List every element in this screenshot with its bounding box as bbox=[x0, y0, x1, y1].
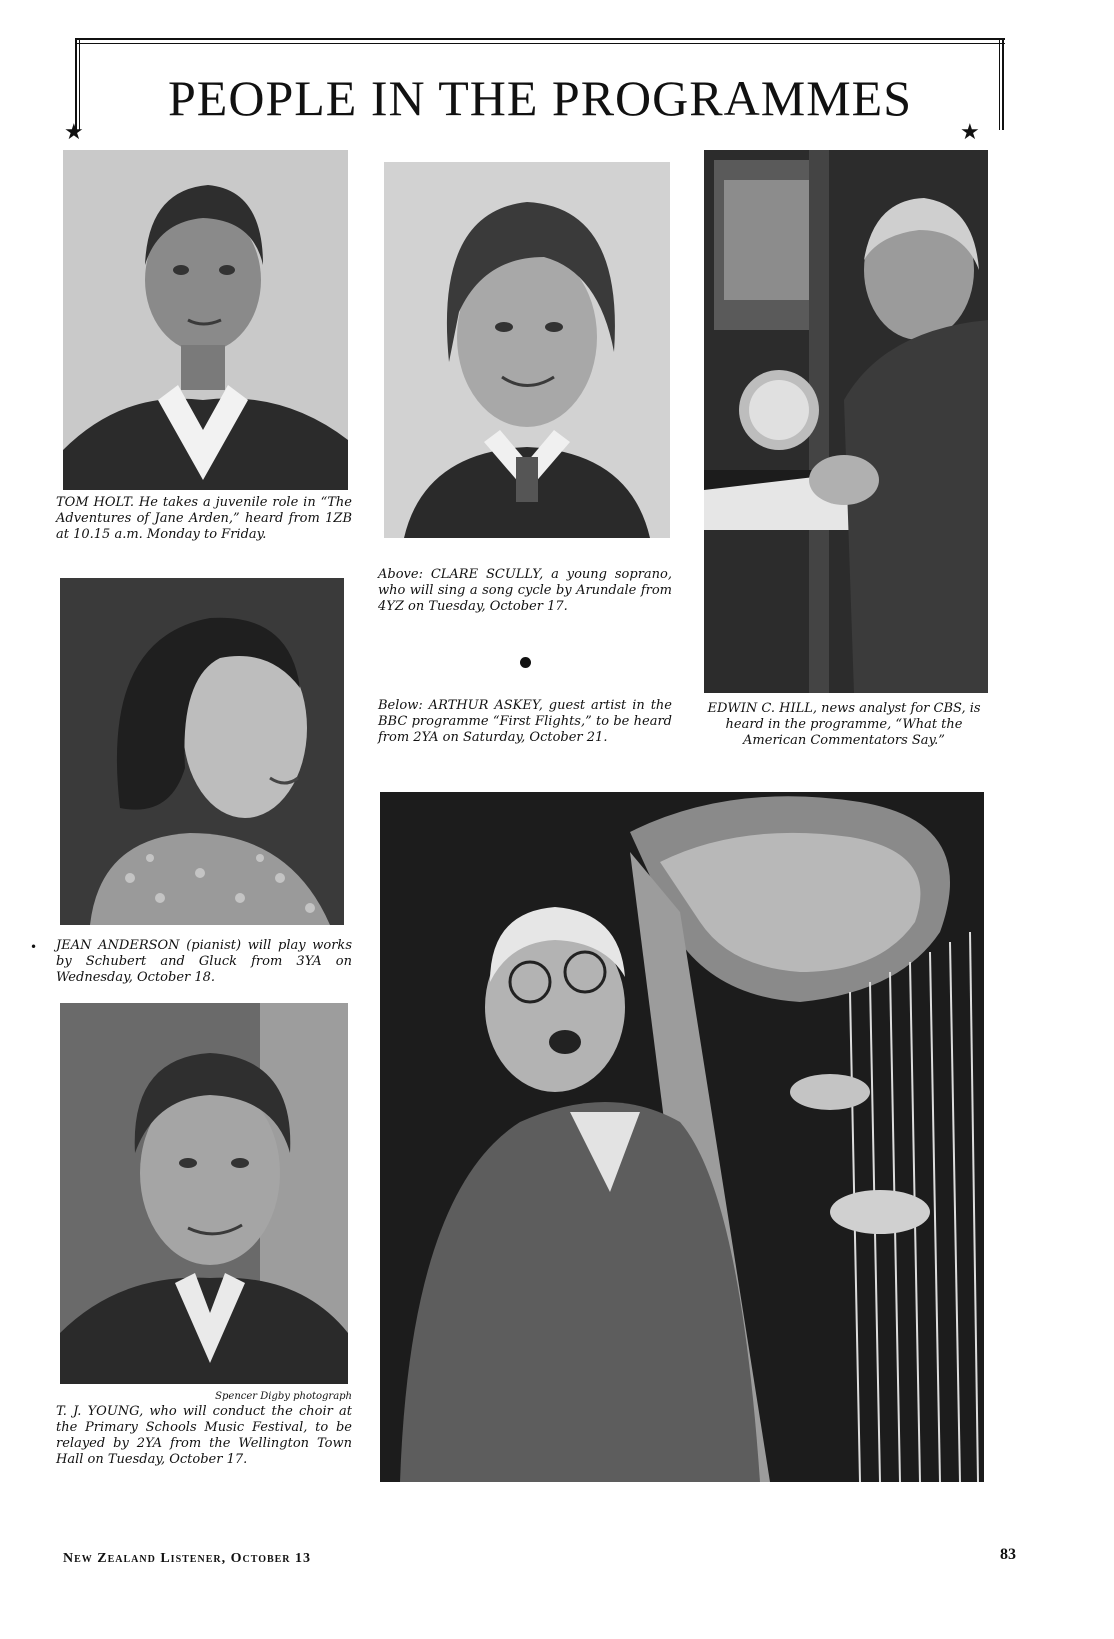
photo-credit-spencer-digby: Spencer Digby photograph bbox=[215, 1391, 352, 1402]
photo-arthur-askey bbox=[380, 792, 984, 1482]
page-number: 83 bbox=[1000, 1546, 1016, 1563]
bullet-jean-anderson: • bbox=[30, 940, 38, 954]
photo-tom-holt bbox=[63, 150, 348, 490]
photo-edwin-hill bbox=[704, 150, 988, 693]
caption-edwin-hill: EDWIN C. HILL, news analyst for CBS, is heard in the programme, “What the American Commentators Say.” bbox=[707, 701, 981, 748]
star-icon-right: ★ bbox=[960, 120, 980, 145]
star-icon-left: ★ bbox=[64, 120, 84, 145]
caption-jean-anderson: JEAN ANDERSON (pianist) will play works by Schubert and Gluck from 3YA on Wednesday, October 18. bbox=[56, 938, 352, 985]
caption-arthur-askey: Below: ARTHUR ASKEY, guest artist in the BBC programme “First Flights,” to be heard from 2YA on Saturday, October 21. bbox=[378, 698, 672, 745]
header-frame-top bbox=[75, 38, 1005, 44]
footer-publication: New Zealand Listener, October 13 bbox=[63, 1551, 312, 1566]
header-frame-right bbox=[999, 38, 1004, 130]
separator-dot bbox=[520, 657, 531, 668]
page-title: PEOPLE IN THE PROGRAMMES bbox=[168, 70, 912, 126]
photo-tj-young bbox=[60, 1003, 348, 1384]
caption-tom-holt: TOM HOLT. He takes a juvenile role in “The Adventures of Jane Arden,” heard from 1ZB at 10.15 a.m. Monday to Friday. bbox=[56, 495, 352, 542]
caption-clare-scully: Above: CLARE SCULLY, a young soprano, who will sing a song cycle by Arundale from 4YZ on Tuesday, October 17. bbox=[378, 567, 672, 614]
header-frame-left bbox=[75, 38, 80, 130]
photo-jean-anderson bbox=[60, 578, 344, 925]
photo-clare-scully bbox=[384, 162, 670, 538]
caption-tj-young: T. J. YOUNG, who will conduct the choir at the Primary Schools Music Festival, to be relayed by 2YA from the Wellington Town Hall on Tuesday, October 17. bbox=[56, 1404, 352, 1467]
